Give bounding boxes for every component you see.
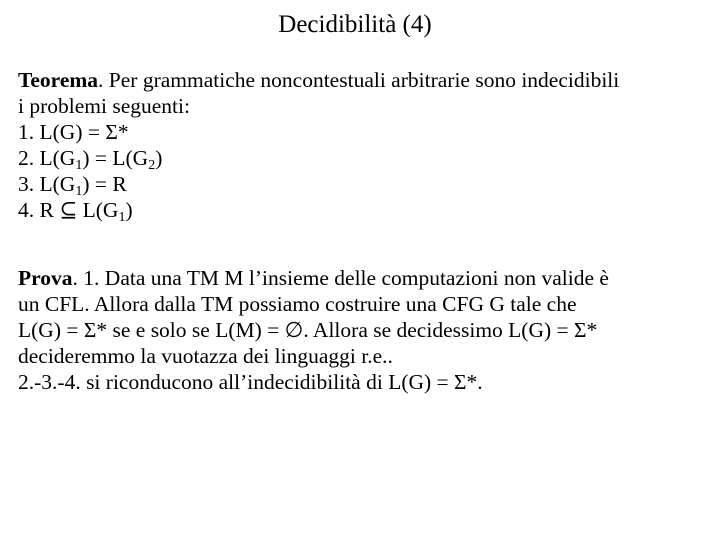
theorem-label: Teorema [18,68,99,92]
theorem-block [18,67,708,223]
theorem-item-4-sub-1: 1 [118,210,126,225]
proof-label: Prova [18,266,73,290]
proof-line-3: L(G) = Σ* se e solo se L(M) = ∅. Allora se decidessimo L(G) = Σ* [18,318,598,342]
proof-line-1 [18,265,708,291]
proof-line-5: 2.-3.-4. si riconducono all’indecidibilità di L(G) = Σ*. [18,370,483,394]
theorem-item-2-text-c: ) [155,146,163,170]
theorem-intro-line2: i problemi seguenti: [18,94,190,118]
slide-title: Decidibilità (4) [278,11,432,38]
theorem-item-4 [18,197,708,223]
theorem-item-2-text-a: 2. L(G [18,146,76,170]
theorem-item-2-sub-2: 2 [148,158,156,173]
theorem-item-3-sub-1: 1 [75,184,83,199]
theorem-item-4-text-a: 4. R ⊆ L(G [18,198,119,222]
theorem-item-4-text-b: ) [125,198,133,222]
theorem-item-2-text-b: ) = L(G [82,146,149,170]
theorem-item-3-text-a: 3. L(G [18,172,76,196]
proof-line-2: un CFL. Allora dalla TM possiamo costruire una CFG G tale che [18,292,577,316]
theorem-item-3 [18,171,708,197]
theorem-item-2 [18,145,708,171]
theorem-item-1-text: 1. L(G) = Σ* [18,120,129,144]
theorem-intro-text: . Per grammatiche noncontestuali arbitrarie sono indecidibili [98,68,620,92]
proof-line-1-text: . 1. Data una TM M l’insieme delle computazioni non valide è [72,266,609,290]
theorem-item-3-text-b: ) = R [82,172,127,196]
theorem-intro-line1 [18,67,708,93]
theorem-item-1 [18,119,708,145]
theorem-item-2-sub-1: 1 [75,158,83,173]
proof-line-4: decideremmo la vuotazza dei linguaggi r.e.. [18,344,393,368]
proof-block [18,265,708,395]
